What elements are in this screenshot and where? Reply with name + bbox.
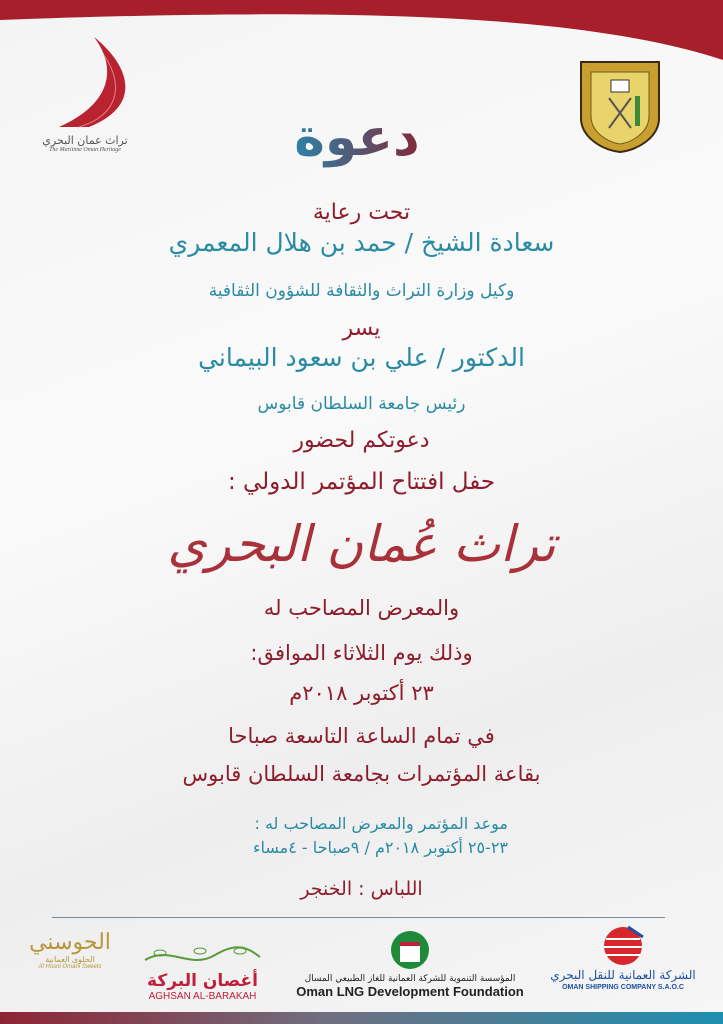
bottom-gradient-bar [0,1012,723,1024]
oman-shipping-english-name: OMAN SHIPPING COMPANY S.A.O.C [562,984,684,991]
schedule-label: موعد المؤتمر والمعرض المصاحب له : [254,814,508,833]
branch-icon [140,945,265,967]
schedule-value: ٢٣-٢٥ أكتوبر ٢٠١٨م / ٩صباحا - ٤مساء [252,838,508,857]
oman-lng-emblem-icon [390,930,430,970]
day-label: وذلك يوم الثلاثاء الموافق: [250,641,473,665]
globe-icon [598,925,648,967]
maritime-heritage-logo [30,35,140,170]
sponsor-oman-lng: المؤسسة التنموية للشركة العمانية للغاز الطبيعي المسال Oman LNG Development Foundation [285,930,535,999]
logo-english-text: The Maritime Oman Heritage [49,147,121,153]
pleased-label: يسر [342,316,381,341]
host-name: الدكتور / علي بن سعود البيماني [198,343,525,372]
dress-code: اللباس : الخنجر [300,878,423,900]
divider [52,917,665,918]
ceremony-label: حفل افتتاح المؤتمر الدولي : [227,469,496,495]
sponsor-oman-shipping: الشركة العمانية للنقل البحري OMAN SHIPPING COMPANY S.A.O.C [548,925,698,993]
event-date: ٢٣ أكتوبر ٢٠١٨م [289,681,434,705]
event-logo: تراث عُمان البحري [167,515,556,573]
patron-title: وكيل وزارة التراث والثقافة للشؤون الثقافية [208,281,515,301]
exhibition-label: والمعرض المصاحب له [263,596,460,620]
under-patronage: تحت رعاية [312,200,411,225]
sail-icon [49,35,129,130]
university-seal-logo [577,58,663,154]
event-time: في تمام الساعة التاسعة صباحا [228,724,495,748]
logo-arabic-text: تراث عمان البحري [42,134,128,147]
patron-name: سعادة الشيخ / حمد بن هلال المعمري [168,228,555,257]
invitation-title: دعوة [277,108,437,168]
invite-label: دعوتكم لحضور [293,428,430,453]
host-title: رئيس جامعة السلطان قابوس [257,394,466,414]
sponsor-aghsan: أغصان البركة AGHSAN AL-BARAKAH [135,945,270,1002]
sponsor-alhosni: الحوسني الحلوى العمانية Al Hosni Omani Sweets [29,930,111,970]
event-venue: بقاعة المؤتمرات بجامعة السلطان قابوس [182,762,541,786]
